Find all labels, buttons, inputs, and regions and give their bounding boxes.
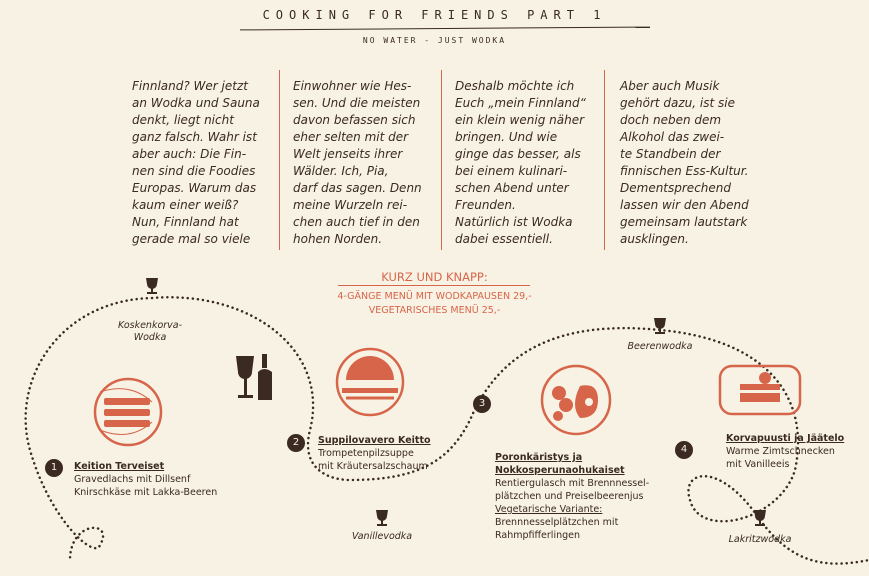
- vegetarian-title: Vegetarische Variante:: [495, 504, 603, 515]
- course-number: 1: [45, 459, 63, 477]
- course-title: Poronkäristys ja Nokkosperunaohukaiset: [495, 452, 625, 476]
- intro-column-4: Aber auch Musik gehört dazu, ist sie doch neben dem Alkohol das zwei- te Standbein der finnischen Ess-Kultur. Dementsprechend lassen wir den Abend gemeinsam lautstark ausklingen.: [620, 79, 749, 246]
- glass-icon: [376, 510, 388, 526]
- course-description: Warme Zimtschnecken mit Vanilleeis: [726, 446, 835, 470]
- course-title: Korvapuusti ja Jäätelo: [726, 433, 845, 444]
- course-number: 3: [473, 395, 491, 413]
- course-title: Keition Terveiset: [74, 461, 165, 472]
- cake-slice-icon: [720, 366, 800, 414]
- course-description: Rentiergulasch mit Brennnessel- plätzchen und Preiselbeerenjus: [495, 478, 650, 502]
- intro-column-1: Finnland? Wer jetzt an Wodka und Sauna denkt, liegt nicht ganz falsch. Wahr ist aber auch: Die Fin- nen sind die Foodies Europas. Warum das kaum einer weiß? Nun, Finnland hat gerade mal so viele: [132, 79, 260, 246]
- vodka-label: Koskenkorva- Wodka: [117, 320, 183, 343]
- course-title: Suppilovavero Keitto: [318, 435, 431, 446]
- vodka-label: Beerenwodka: [627, 341, 693, 352]
- glass-icon: [146, 278, 158, 294]
- course-number: 4: [675, 441, 693, 459]
- course-description: Gravedlachs mit Dillsenf Knirschkäse mit Lakka-Beeren: [74, 474, 218, 498]
- course-1: [74, 460, 274, 499]
- course-3: [495, 451, 675, 542]
- menu-price-line: 4-GÄNGE MENÜ MIT WODKAPAUSEN 29,-: [337, 291, 532, 302]
- intro-column-2: Einwohner wie Hes- sen. Und die meisten davon befassen sich eher selten mit der Welt jenseits ihrer Wälder. Ich, Pia, darf das sagen. Denn meine Wurzeln rei- chen auch tief in den hohen Norden.: [293, 79, 422, 246]
- salmon-plate-icon: [95, 379, 161, 445]
- intro-column-3: Deshalb möchte ich Euch „mein Finnland“ ein klein wenig näher bringen. Und wie ginge das besser, als bei einem kulinari- schen Abend unter Freunden. Natürlich ist Wodka dabei essentiell.: [455, 79, 586, 246]
- page-subtitle: NO WATER - JUST WODKA: [362, 36, 507, 45]
- vegetarian-description: Brennnesselplätzchen mit Rahmpfifferlingen: [495, 517, 619, 541]
- summary-heading: KURZ UND KNAPP:: [381, 270, 488, 284]
- page-title: COOKING FOR FRIENDS PART 1: [262, 8, 607, 22]
- course-4: [726, 432, 866, 471]
- vegetarian-price-line: VEGETARISCHES MENÜ 25,-: [368, 305, 501, 316]
- glass-and-bottle-icon: [236, 354, 272, 400]
- meat-and-berries-icon: [542, 366, 610, 434]
- course-2: [318, 434, 488, 473]
- vodka-label: Lakritzwodka: [728, 534, 792, 545]
- course-number: 2: [287, 434, 305, 452]
- vodka-label: Vanillevodka: [351, 531, 413, 542]
- soup-bowl-icon: [337, 349, 403, 415]
- course-description: Trompetenpilzsuppe mit Kräutersalzschaum: [318, 448, 428, 472]
